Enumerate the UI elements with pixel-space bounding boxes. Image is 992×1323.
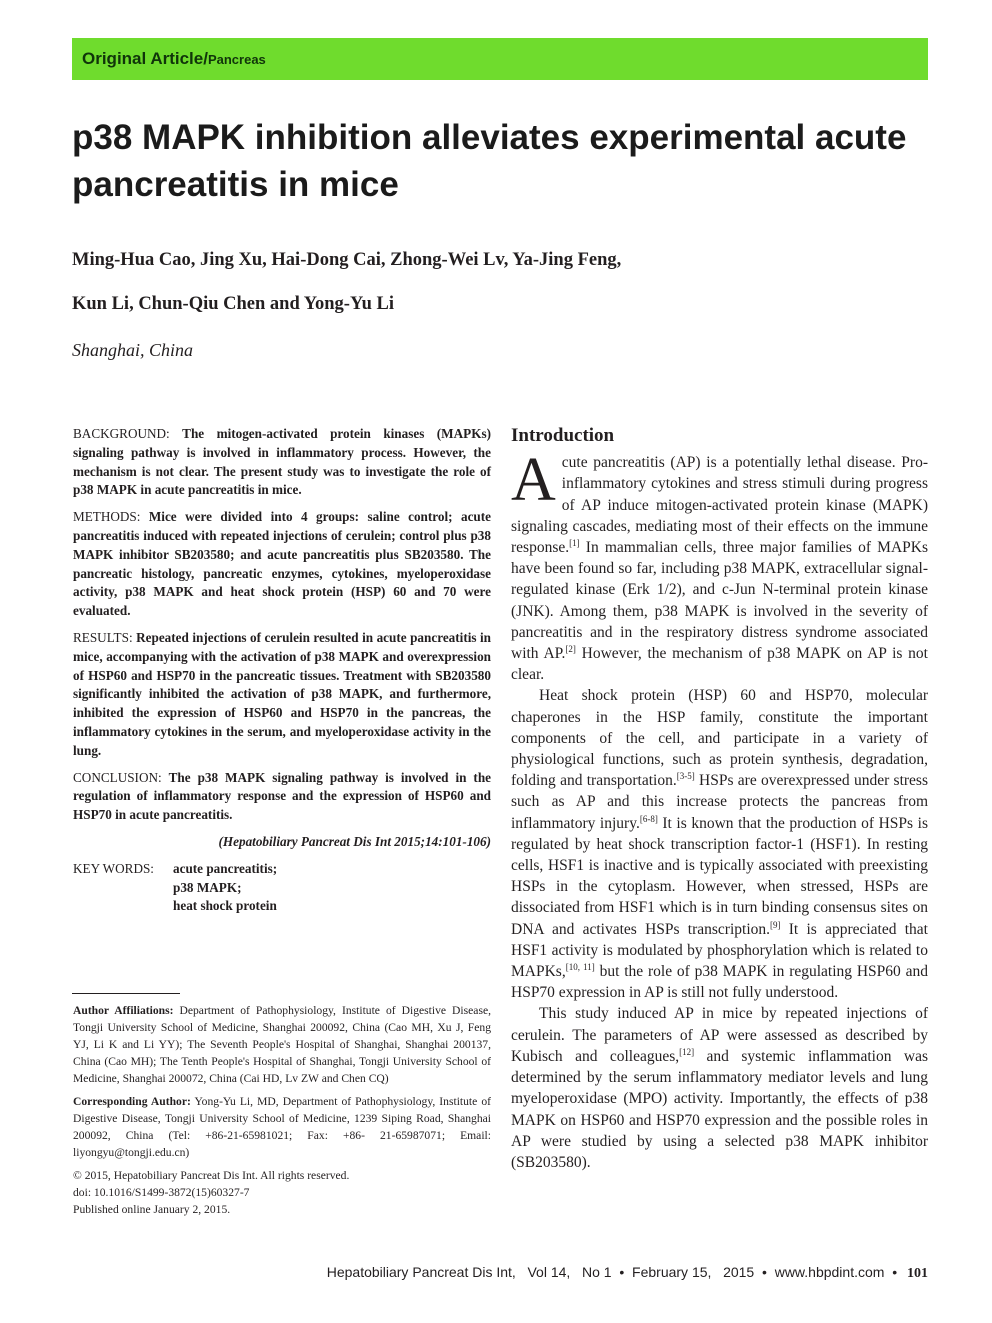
publication-info [73, 1167, 491, 1218]
intro-text: However, the mechanism of p38 MAPK on AP is not clear. [511, 645, 928, 684]
author-affiliations-text: Department of Pathophysiology, Institute of Digestive Disease, Tongji University School of Medicine, Shanghai 200092, China (Cao MH, Xu J, Feng YJ, Li K and Li YY); The Seventh People's Hospital of Shanghai, Shanghai 200137, China (Cao MH); The Tenth People's Hospital of Shanghai, Tongji University School of Medicine, Shanghai 200072, China (Cai HD, Lv ZW and Chen CQ) [73, 1004, 491, 1085]
results-text: Repeated injections of cerulein resulted in acute pancreatitis in mice, accompanying with the activation of p38 MAPK and overexpression of HSP60 and HSP70 in the pancreatic tissues. Treatment with SB203580 significantly inhibited the activation of p38 MAPK, and furthermore, inhibited the expression of HSP60 and HSP70 in the pancreas, the inflammatory cytokines in the serum, and myeloperoxidase activity in the lung. [73, 629, 492, 758]
reference-marker[interactable]: [1] [569, 537, 580, 548]
intro-text: but the role of p38 MAPK in regulating HSP60 and HSP70 expression in AP is still not fully understood. [511, 963, 928, 1002]
conclusion-text: The p38 MAPK signaling pathway is involved in the regulation of inflammatory response and the expression of HSP60 and HSP70 in acute pancreatitis. [73, 769, 492, 823]
authors-line-2: Kun Li, Chun-Qiu Chen and Yong-Yu Li [72, 294, 395, 314]
authors-line-1: Ming-Hua Cao, Jing Xu, Hai-Dong Cai, Zhong-Wei Lv, Ya-Jing Feng, [72, 250, 622, 270]
introduction-section [511, 425, 928, 1173]
background-label: BACKGROUND: [73, 426, 170, 441]
reference-marker[interactable]: [12] [679, 1046, 695, 1057]
issue-date: February 15, [632, 1264, 712, 1280]
abstract-background [73, 425, 491, 500]
keywords-list [173, 860, 277, 916]
page-footer [327, 1264, 928, 1282]
article-type-label [82, 49, 266, 69]
affiliations-divider [72, 993, 180, 994]
corresponding-author [73, 1093, 491, 1161]
abstract-methods [73, 508, 491, 621]
intro-text: Heat shock protein (HSP) 60 and HSP70, molecular chaperones in the HSP family, constitute the important components of the cell, and participate in a variety of physiological functions, such as protein synthesis, degradation, folding and transportation. [511, 687, 928, 790]
intro-paragraph-1 [511, 446, 928, 685]
issue-year: 2015 [723, 1264, 755, 1280]
reference-marker[interactable]: [6-8] [639, 813, 658, 824]
keywords [73, 860, 491, 916]
corresponding-author-text: Yong-Yu Li, MD, Department of Pathophysiology, Institute of Digestive Disease, Tongji University School of Medicine, 1239 Siping Road, Shanghai 200092, China (Tel: +86-21-65981021; Fax: +86- 21-65987071; Email: liyongyu@tongji.edu.cn) [73, 1095, 491, 1159]
intro-text: cute pancreatitis (AP) is a potentially lethal disease. Pro-inflammatory cytokines and stress stimuli during progress of AP induce mitogen-activated protein kinase (MAPK) signaling cascades, mediating most of their effects on the immune response. [511, 454, 928, 557]
intro-paragraph-2 [511, 685, 928, 1003]
methods-label: METHODS: [73, 509, 141, 525]
introduction-heading: Introduction [511, 425, 615, 446]
results-label: RESULTS: [73, 629, 133, 645]
article-type-banner [72, 38, 928, 80]
journal-name: Hepatobiliary Pancreat Dis Int, [326, 1264, 516, 1280]
doi: doi: 10.1016/S1499-3872(15)60327-7 [73, 1186, 250, 1199]
category-separator: / [203, 49, 208, 68]
affiliations [73, 1002, 491, 1218]
author-affiliations-label: Author Affiliations: [73, 1004, 174, 1017]
footer-separator: • [892, 1264, 898, 1280]
keyword: heat shock protein [173, 898, 277, 914]
methods-text: Mice were divided into 4 groups: saline control; acute pancreatitis induced with repeated injections of cerulein; control plus p38 MAPK inhibitor SB203580; and acute pancreatitis plus SB203580. The pancreatic histology, pancreatic enzymes, cytokines, myeloperoxidase activity, p38 MAPK and heat shock protein (HSP) 60 and 70 were evaluated. [73, 509, 492, 619]
reference-marker[interactable]: [10, 11] [565, 961, 595, 972]
intro-text: and systemic inflammation was determined by the serum inflammatory mediator levels and lung myeloperoxidase (MPO) activity. Importantly, the effects of p38 MAPK on HSP60 and HSP70 expression and the possible roles in AP were studied by using a selected p38 MAPK inhibitor (SB203580). [511, 1047, 928, 1171]
corresponding-author-label: Corresponding Author: [73, 1095, 191, 1108]
conclusion-label: CONCLUSION: [73, 769, 162, 785]
background-text: The mitogen-activated protein kinases (MAPKs) signaling pathway is involved in inflammatory process. However, the mechanism is not clear. The present study was to investigate the role of p38 MAPK in acute pancreatitis in mice. [73, 426, 491, 498]
intro-text: It is known that the production of HSPs is regulated by heat shock transcription factor-1 (HSF1). In resting cells, HSF1 is inactive and is typically associated with preexisting HSPs in the cytoplasm. However, when stressed, HSPs are dissociated from HSF1 which is in turn binding consensus sites on DNA and activates HSPs transcription. [511, 814, 928, 938]
page-number: 101 [907, 1266, 928, 1281]
reference-marker[interactable]: [3-5] [676, 771, 695, 782]
intro-text: HSPs are overexpressed under stress such as AP and this increase protects the pancreas from inflammatory injury. [511, 772, 928, 832]
intro-text: In mammalian cells, three major families of MAPKs have been found so far, including p38 MAPK, extracellular signal-regulated kinase (Erk 1/2), and c-Jun N-terminal protein kinase (JNK). Among them, p38 MAPK is involved in the severity of pancreatitis and in the respiratory distress syndrome associated with AP. [511, 539, 928, 663]
keyword: acute pancreatitis; [173, 860, 278, 876]
footer-separator: • [619, 1264, 625, 1280]
abstract [73, 425, 491, 916]
article-title: p38 MAPK inhibition alleviates experimental acute pancreatitis in mice [72, 118, 907, 204]
journal-volume: Vol 14, [527, 1264, 571, 1280]
keyword: p38 MAPK; [173, 879, 242, 895]
copyright: © 2015, Hepatobiliary Pancreat Dis Int. All rights reserved. [73, 1169, 350, 1182]
intro-text: It is appreciated that HSF1 activity is modulated by phosphorylation which is related to MAPKs, [511, 920, 928, 981]
intro-paragraph-3 [511, 1003, 928, 1173]
author-location: Shanghai, China [72, 340, 194, 360]
article-subcategory: Pancreas [207, 52, 266, 67]
journal-citation: (Hepatobiliary Pancreat Dis Int 2015;14:101-106) [218, 833, 491, 849]
keywords-label: KEY WORDS: [73, 860, 154, 876]
abstract-conclusion [73, 769, 491, 825]
intro-text: This study induced AP in mice by repeated injections of cerulein. The parameters of AP were assessed as described by Kubisch and colleagues, [511, 1005, 928, 1065]
article-category: Original Article [82, 49, 204, 68]
drop-cap: A [511, 446, 556, 515]
author-affiliations [73, 1002, 491, 1087]
abstract-results [73, 629, 491, 761]
journal-issue: No 1 [581, 1264, 612, 1280]
footer-separator: • [762, 1264, 767, 1280]
journal-website[interactable]: www.hbpdint.com [774, 1264, 885, 1280]
published-date: Published online January 2, 2015. [73, 1203, 231, 1216]
reference-marker[interactable]: [9] [770, 919, 781, 930]
reference-marker[interactable]: [2] [565, 643, 576, 654]
